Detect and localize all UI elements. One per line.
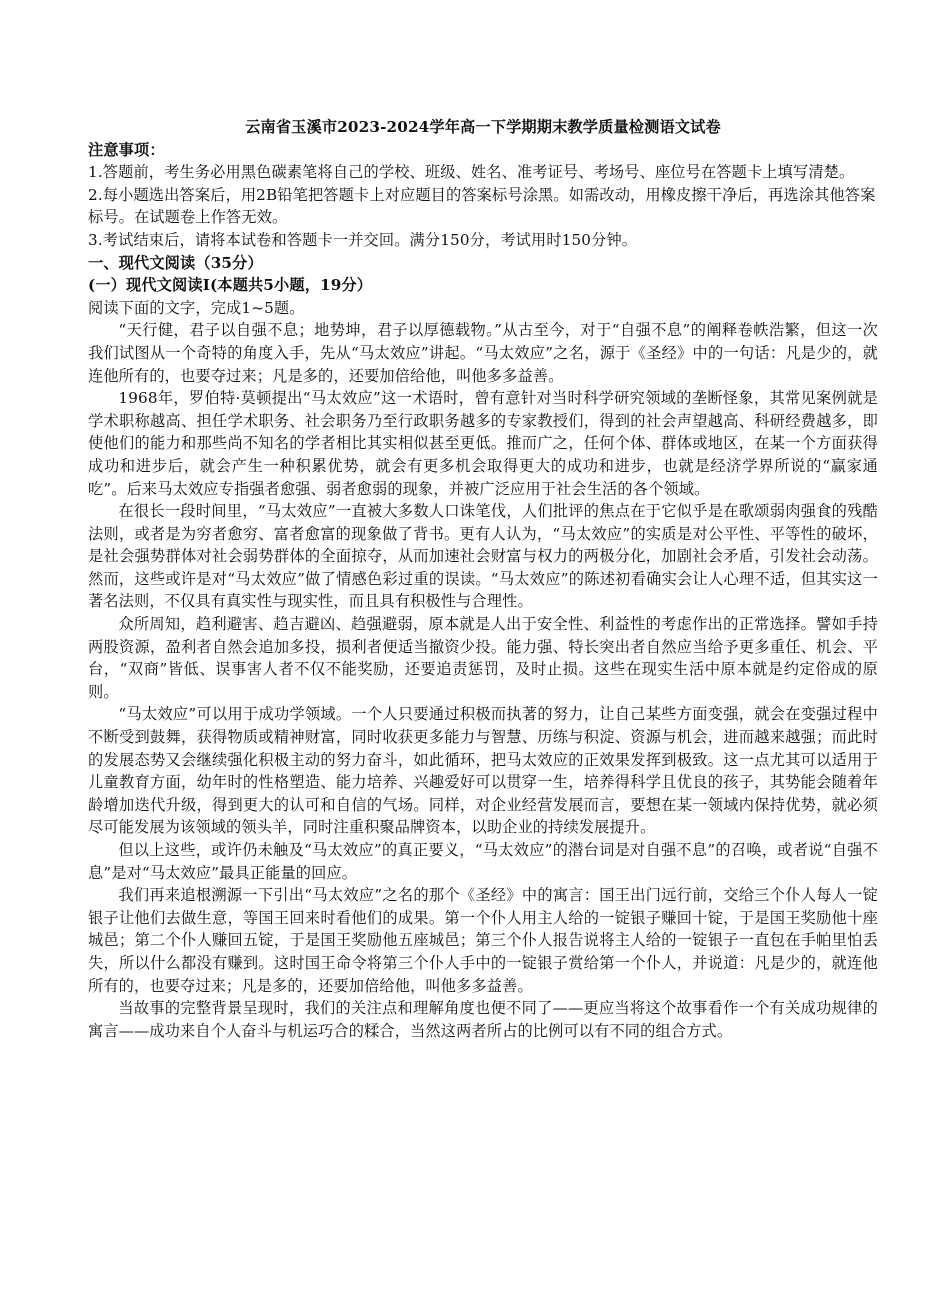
- passage-paragraph: “天行健，君子以自强不息；地势坤，君子以厚德载物。”从古至今，对于“自强不息”的阐释卷帙浩繁，但这一次我们试图从一个奇特的角度入手，先从“马太效应”讲起。“马太效应”之名，源于《圣经》中的一句话：凡是少的，就连他所有的，也要夺过来；凡是多的，还要加倍给他，叫他多多益善。: [88, 321, 878, 385]
- passage-paragraph: 众所周知，趋利避害、趋吉避凶、趋强避弱，原本就是人出于安全性、利益性的考虑作出的正常选择。譬如手持两股资源，盈利者自然会追加多投，损利者便适当撤资少投。能力强、特长突出者自然应当给予更多重任、机会、平台，“双商”皆低、误事害人者不仅不能奖励，还要追责惩罚，及时止损。这些在现实生活中原本就是约定俗成的原则。: [88, 615, 878, 701]
- passage-paragraph: 当故事的完整背景呈现时，我们的关注点和理解角度也便不同了——更应当将这个故事看作一个有关成功规律的寓言——成功来自个人奋斗与机运巧合的糅合，当然这两者所占的比例可以有不同的组合方式。: [88, 999, 878, 1040]
- exam-page: [88, 116, 878, 1042]
- notice-item-3: 3.考试结束后，请将本试卷和答题卡一并交回。满分150分，考试用时150分钟。: [88, 230, 638, 249]
- notice-heading: 注意事项：: [88, 140, 165, 159]
- passage-paragraph: 我们再来追根溯源一下引出“马太效应”之名的那个《圣经》中的寓言：国王出门远行前，交给三个仆人每人一锭银子让他们去做生意，等国王回来时看他们的成果。第一个仆人用主人给的一锭银子赚回十锭，于是国王奖励他十座城邑；第二个仆人赚回五锭，于是国王奖励他五座城邑；第三个仆人报告说将主人给的一锭银子一直包在手帕里怕丢失，所以什么都没有赚到。这时国王命令将第三个仆人手中的一锭银子赏给第一个仆人，并说道：凡是少的，就连他所有的，也要夺过来；凡是多的，还要加倍给他，叫他多多益善。: [88, 886, 878, 995]
- section-heading: 一、现代文阅读（35分）: [88, 253, 263, 272]
- notice-item-2: 2.每小题选出答案后，用2B铅笔把答题卡上对应题目的答案标号涂黑。如需改动，用橡皮擦干净后，再选涂其他答案标号。在试题卷上作答无效。: [88, 185, 876, 227]
- subsection-heading: (一）现代文阅读Ⅰ(本题共5小题，19分）: [88, 276, 373, 295]
- passage-paragraph: 1968年，罗伯特·莫顿提出“马太效应”这一术语时，曾有意针对当时科学研究领域的垄断怪象，其常见案例就是学术职称越高、担任学术职务、社会职务乃至行政职务越多的专家教授们，得到的社会声望越高、科研经费越多，即使他们的能力和那些尚不知名的学者相比其实相似甚至更低。推而广之，任何个体、群体或地区，在某一个方面获得成功和进步后，就会产生一种积累优势，就会有更多机会取得更大的成功和进步，也就是经济学界所说的“赢家通吃”。后来马太效应专指强者愈强、弱者愈弱的现象，并被广泛应用于社会生活的各个领域。: [88, 389, 878, 498]
- exam-title: 云南省玉溪市2023-2024学年高一下学期期末教学质量检测语文试卷: [245, 118, 721, 136]
- passage-paragraph: 但以上这些，或许仍未触及“马太效应”的真正要义，“马太效应”的潜台词是对自强不息”的召唤，或者说“自强不息”是对“马太效应”最具正能量的回应。: [88, 841, 878, 882]
- passage-paragraph: 在很长一段时间里，“马太效应”一直被大多数人口诛笔伐，人们批评的焦点在于它似乎是在歌颂弱肉强食的残酷法则，或者是为穷者愈穷、富者愈富的现象做了背书。更有人认为，“马太效应”的实质是对公平性、平等性的破坏，是社会强势群体对社会弱势群体的全面掠夺，从而加速社会财富与权力的两极分化，加剧社会矛盾，引发社会动荡。然而，这些或许是对“马太效应”做了情感色彩过重的误读。“马太效应”的陈述初看确实会让人心理不适，但其实这一著名法则，不仅具有真实性与现实性，而且具有积极性与合理性。: [88, 502, 878, 611]
- reading-instruction: 阅读下面的文字，完成1~5题。: [88, 298, 305, 317]
- notice-item-1: 1.答题前，考生务必用黑色碳素笔将自己的学校、班级、姓名、准考证号、考场号、座位号在答题卡上填写清楚。: [88, 163, 855, 182]
- passage-paragraph: “马太效应”可以用于成功学领域。一个人只要通过积极而执著的努力，让自己某些方面变强，就会在变强过程中不断受到鼓舞，获得物质或精神财富，同时收获更多能力与智慧、历练与积淀、资源与机会，进而越来越强；而此时的发展态势又会继续强化积极主动的努力奋斗，如此循环，把马太效应的正效果发挥到极致。这一点尤其可以适用于儿童教育方面，幼年时的性格塑造、能力培养、兴趣爱好可以贯穿一生，培养得科学且优良的孩子，其势能会随着年龄增加迭代升级，得到更大的认可和自信的气场。同样，对企业经营发展而言，要想在某一领域内保持优势，就必须尽可能发展为该领域的领头羊，同时注重积聚品牌资本，以助企业的持续发展提升。: [88, 705, 878, 837]
